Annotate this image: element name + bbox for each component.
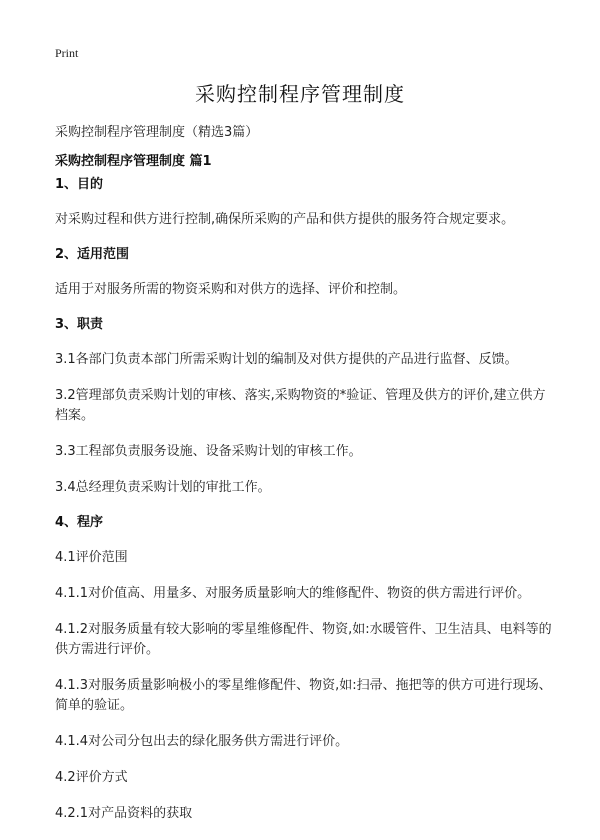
paragraph: 4.1.3对服务质量影响极小的零星维修配件、物资,如:扫帚、拖把等的供方可进行现场、简单的验证。 (55, 678, 552, 713)
document-subtitle: 采购控制程序管理制度（精选3篇） (55, 125, 259, 140)
heading-responsibilities: 3、职责 (55, 317, 104, 332)
paragraph: 对采购过程和供方进行控制,确保所采购的产品和供方提供的服务符合规定要求。 (55, 212, 515, 227)
paragraph: 4.2评价方式 (55, 770, 128, 785)
document-title: 采购控制程序管理制度 (195, 82, 405, 106)
paragraph: 3.1各部门负责本部门所需采购计划的编制及对供方提供的产品进行监督、反馈。 (55, 352, 518, 367)
paragraph: 3.3工程部负责服务设施、设备采购计划的审核工作。 (55, 444, 362, 459)
document-body (55, 176, 555, 840)
heading-purpose: 1、目的 (55, 177, 104, 192)
paragraph: 3.4总经理负责采购计划的审批工作。 (55, 480, 271, 495)
heading-scope: 2、适用范围 (55, 247, 130, 262)
paragraph: 4.2.1对产品资料的获取 (55, 806, 193, 821)
paragraph: 4.1.1对价值高、用量多、对服务质量影响大的维修配件、物资的供方需进行评价。 (55, 586, 531, 601)
section-title: 采购控制程序管理制度 篇1 (55, 154, 212, 169)
paragraph: 3.2管理部负责采购计划的审核、落实,采购物资的*验证、管理及供方的评价,建立供方档案。 (55, 388, 546, 423)
paragraph: 4.1.4对公司分包出去的绿化服务供方需进行评价。 (55, 734, 349, 749)
heading-procedure: 4、程序 (55, 515, 104, 530)
paragraph: 4.1.2对服务质量有较大影响的零星维修配件、物资,如:水暖管件、卫生洁具、电料等的供方需进行评价。 (55, 622, 552, 657)
paragraph: 适用于对服务所需的物资采购和对供方的选择、评价和控制。 (55, 282, 407, 297)
print-label: Print (55, 46, 79, 60)
paragraph: 4.1评价范围 (55, 550, 128, 565)
